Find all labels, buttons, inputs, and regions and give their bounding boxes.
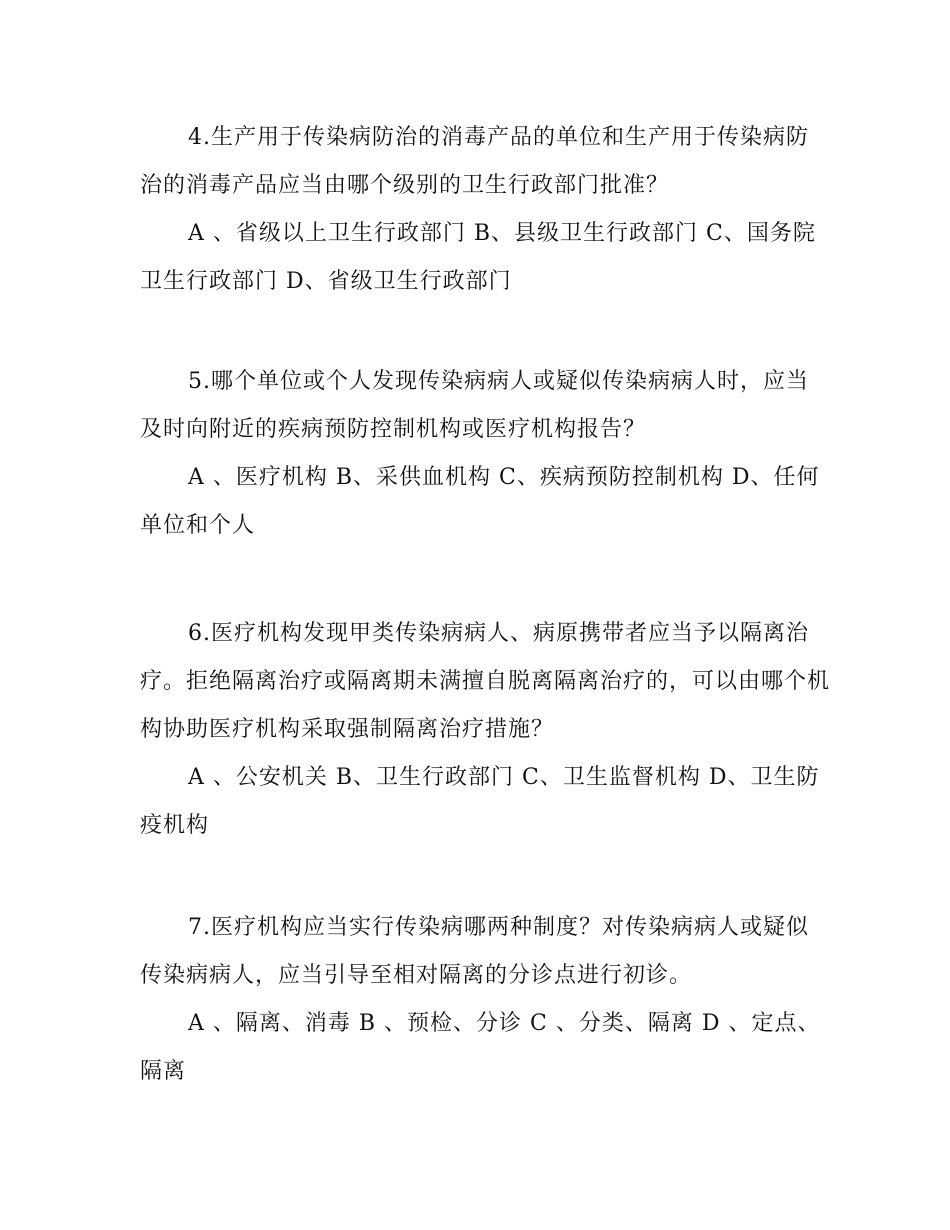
question-options: A 、公安机关 B、卫生行政部门 C、卫生监督机构 D、卫生防疫机构 [140, 765, 820, 838]
question-options: A 、隔离、消毒 B 、预检、分诊 C 、分类、隔离 D 、定点、隔离 [140, 1011, 821, 1084]
question-text: 6.医疗机构发现甲类传染病病人、病原携带者应当予以隔离治疗。拒绝隔离治疗或隔离期未满擅自脱离隔离治疗的，可以由哪个机构协助医疗机构采取强制隔离治疗措施？ [140, 621, 831, 742]
question-4 [140, 114, 830, 306]
question-6 [140, 610, 830, 850]
question-text: 5.哪个单位或个人发现传染病病人或疑似传染病病人时，应当及时向附近的疾病预防控制机构或医疗机构报告？ [140, 369, 809, 442]
question-options: A 、医疗机构 B、采供血机构 C、疾病预防控制机构 D、任何单位和个人 [140, 465, 820, 538]
question-options: A 、省级以上卫生行政部门 B、县级卫生行政部门 C、国务院卫生行政部门 D、省级卫生行政部门 [140, 221, 816, 294]
question-text: 4.生产用于传染病防治的消毒产品的单位和生产用于传染病防治的消毒产品应当由哪个级别的卫生行政部门批准？ [140, 125, 809, 198]
question-7 [140, 904, 830, 1096]
question-5 [140, 358, 830, 550]
question-text: 7.医疗机构应当实行传染病哪两种制度？对传染病病人或疑似传染病病人，应当引导至相对隔离的分诊点进行初诊。 [140, 915, 809, 988]
